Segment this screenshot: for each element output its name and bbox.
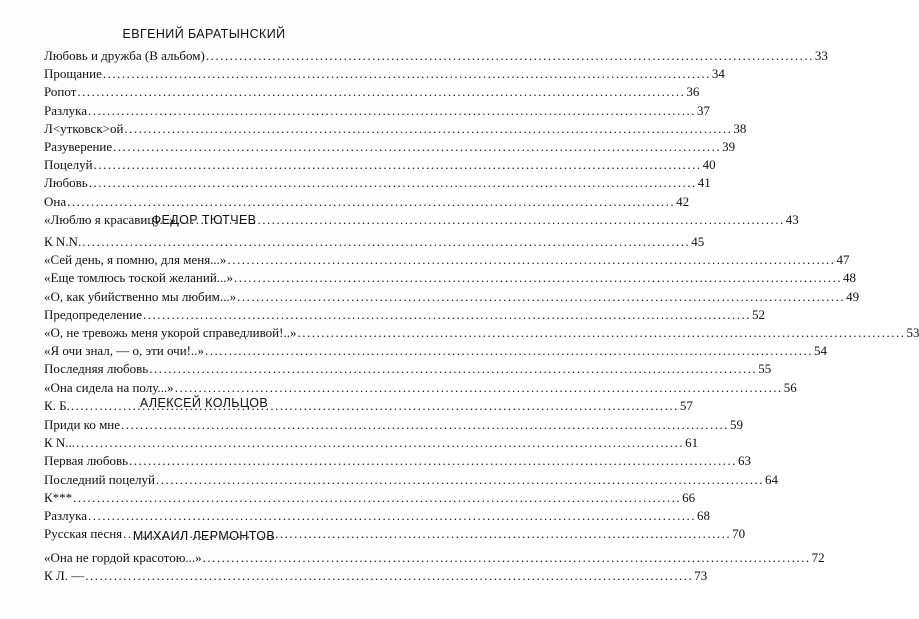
- entry-page-number: 34: [711, 66, 725, 82]
- toc-entry[interactable]: [44, 83, 700, 101]
- entry-page-number: 40: [702, 157, 716, 173]
- entry-title: «Еще томлюсь тоской желаний...»: [44, 270, 234, 286]
- entry-page-number: 41: [697, 175, 711, 191]
- entry-title: Л<утковск>ой: [44, 120, 124, 136]
- entry-title: Ропот: [44, 84, 77, 100]
- entry-page-number: 49: [846, 288, 860, 304]
- entry-title: Любовь: [44, 175, 88, 191]
- toc-entry[interactable]: [44, 288, 860, 306]
- dot-leader: [75, 434, 685, 452]
- entry-page-number: 43: [785, 211, 799, 227]
- section-heading: ФЕДОР ТЮТЧЕВ: [151, 213, 257, 227]
- entry-title: Предопределение: [44, 306, 142, 322]
- entry-page-number: 45: [691, 234, 705, 249]
- dot-leader: [233, 269, 843, 287]
- toc-entry[interactable]: [44, 102, 711, 120]
- dot-leader: [93, 156, 703, 174]
- dot-leader: [236, 288, 846, 306]
- entry-page-number: 70: [732, 526, 746, 542]
- toc-entry[interactable]: [44, 193, 690, 211]
- dot-leader: [84, 567, 694, 585]
- toc-entry[interactable]: [44, 324, 919, 342]
- entry-title: К Л. —: [44, 568, 85, 584]
- entry-page-number: 59: [730, 417, 744, 432]
- dot-leader: [202, 549, 812, 567]
- toc-entry[interactable]: [44, 360, 772, 378]
- section-heading: МИХАИЛ ЛЕРМОНТОВ: [132, 529, 276, 543]
- entry-page-number: 57: [679, 397, 693, 413]
- toc-entry[interactable]: [44, 489, 696, 507]
- entry-title: «О, как убийственно мы любим...»: [44, 288, 237, 304]
- toc-entry[interactable]: [44, 251, 850, 269]
- toc-entry[interactable]: [44, 156, 716, 174]
- entry-page-number: 42: [676, 193, 690, 209]
- toc-entry[interactable]: [44, 567, 708, 585]
- dot-leader: [87, 507, 697, 525]
- toc-entry[interactable]: [44, 471, 778, 489]
- entry-title: Русская песня: [44, 526, 123, 542]
- entry-title: «Она сидела на полу...»: [44, 379, 174, 395]
- dot-leader: [155, 471, 765, 489]
- section-heading: АЛЕКСЕЙ КОЛЬЦОВ: [139, 396, 269, 410]
- toc-entry[interactable]: [44, 549, 825, 567]
- entry-title: «О, не тревожь меня укорой справедливой!..»: [44, 324, 297, 340]
- entry-title: Разуверение: [44, 138, 113, 154]
- toc-entry[interactable]: [44, 342, 827, 360]
- entry-title: Поцелуй: [44, 157, 93, 173]
- entry-title: «Она не гордой красотою...»: [44, 550, 202, 565]
- dot-leader: [128, 452, 738, 470]
- toc-entry[interactable]: [44, 416, 744, 434]
- dot-leader: [102, 65, 712, 83]
- entry-page-number: 56: [783, 379, 797, 395]
- entry-title: Разлука: [44, 102, 88, 118]
- toc-entry[interactable]: [44, 434, 699, 452]
- entry-page-number: 55: [758, 361, 772, 377]
- entry-page-number: 64: [764, 471, 778, 487]
- dot-leader: [120, 416, 730, 434]
- section-heading: ЕВГЕНИЙ БАРАТЫНСКИЙ: [122, 27, 286, 41]
- toc-entry[interactable]: [44, 233, 705, 251]
- toc-section: [44, 24, 828, 229]
- entry-title: К***: [44, 489, 73, 505]
- dot-leader: [88, 174, 698, 192]
- dot-leader: [205, 47, 815, 65]
- toc-entry[interactable]: [44, 120, 747, 138]
- entry-title: Последний поцелуй: [44, 471, 155, 487]
- dot-leader: [123, 120, 733, 138]
- toc-entry[interactable]: [44, 452, 752, 470]
- entry-title: Последняя любовь: [44, 361, 149, 377]
- dot-leader: [87, 102, 697, 120]
- dot-leader: [72, 489, 682, 507]
- entry-page-number: 73: [694, 568, 708, 584]
- toc-entry[interactable]: [44, 306, 765, 324]
- entry-page-number: 47: [836, 252, 850, 268]
- entry-title: Она: [44, 193, 67, 209]
- dot-leader: [142, 306, 752, 324]
- entry-title: Любовь и дружба (В альбом): [44, 48, 205, 63]
- entry-page-number: 54: [814, 343, 827, 359]
- dot-leader: [148, 360, 758, 378]
- entry-title: Разлука: [44, 507, 88, 523]
- dot-leader: [204, 342, 814, 360]
- dot-leader: [76, 83, 686, 101]
- entry-title: Приди ко мне: [44, 417, 121, 432]
- entry-title: «Я очи знал, — о, эти очи!..»: [44, 343, 204, 359]
- entry-page-number: 66: [682, 489, 696, 505]
- dot-leader: [66, 193, 676, 211]
- entry-page-number: 39: [722, 138, 736, 154]
- entry-page-number: 48: [843, 270, 857, 286]
- entry-page-number: 72: [811, 550, 825, 565]
- dot-leader: [81, 233, 691, 251]
- entry-page-number: 63: [738, 453, 752, 469]
- toc-entry[interactable]: [44, 138, 736, 156]
- dot-leader: [226, 251, 836, 269]
- dot-leader: [112, 138, 722, 156]
- entry-page-number: 52: [751, 306, 765, 322]
- toc-entry[interactable]: [44, 507, 711, 525]
- toc-entry[interactable]: [44, 65, 725, 83]
- entry-title: К N...: [44, 435, 76, 451]
- entry-title: К. Б.: [44, 397, 70, 413]
- entry-title: «Люблю я красавицу...»: [44, 211, 176, 227]
- entry-title: «Сей день, я помню, для меня...»: [44, 252, 227, 268]
- entry-page-number: 53: [906, 324, 919, 340]
- toc-entry[interactable]: [44, 47, 828, 65]
- toc-entry[interactable]: [44, 174, 711, 192]
- entry-page-number: 68: [697, 507, 711, 523]
- entry-title: Прощание: [44, 66, 102, 82]
- entry-page-number: 38: [733, 120, 747, 136]
- entry-page-number: 36: [686, 84, 700, 100]
- entry-page-number: 61: [685, 435, 699, 451]
- entry-page-number: 33: [814, 48, 828, 63]
- toc-entry[interactable]: [44, 269, 857, 287]
- entry-title: Первая любовь: [44, 453, 129, 469]
- dot-leader: [296, 324, 906, 342]
- entry-page-number: 37: [697, 102, 711, 118]
- entry-title: К N.N.: [44, 234, 82, 249]
